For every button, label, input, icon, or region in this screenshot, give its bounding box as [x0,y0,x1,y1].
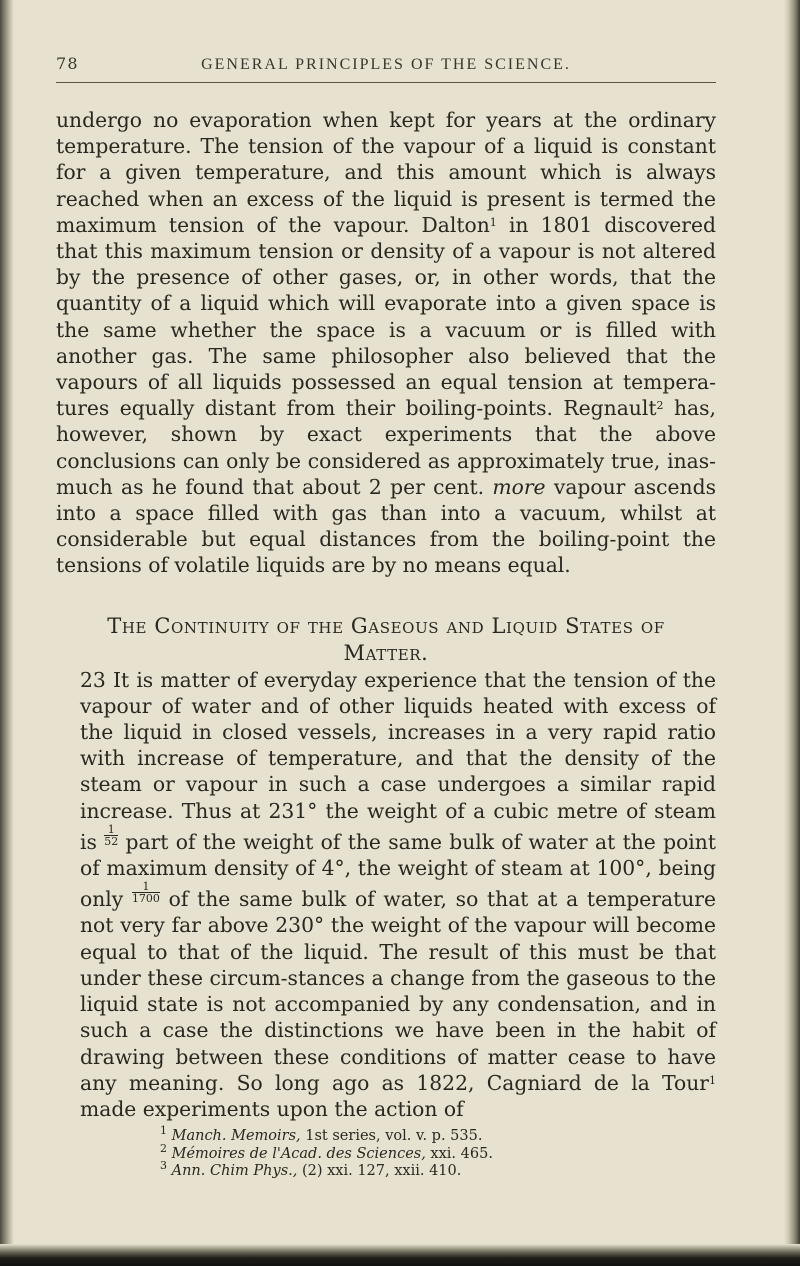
footnote-1-source: Manch. Memoirs, [171,1128,301,1145]
running-title: GENERAL PRINCIPLES OF THE SCIENCE. [201,56,571,73]
footnote-1-mark: 1 [160,1124,167,1138]
fraction-1-denominator: 52 [104,834,119,848]
paragraph-2-text-c: of the same bulk of water, so that at a temperature not very far above 230° the weight of the vapour will become equal to that of the liquid. The result of this must be that under these circum-stances a change from the gaseous to the liquid state is not accompanied by any condensation, and in such a case the distinctions we have been in the habit of drawing between these conditions of matter cease to have any meaning. So long ago as 1822, Cagniard de la Tour [80,887,716,1095]
paragraph-1-text-c: has, however, shown by exact experiments that the above conclusions can only be considered as approximately true, inas-much as he found that about 2 per cent. [56,396,716,499]
footnote-3-detail: (2) xxi. 127, xxii. 410. [297,1163,462,1180]
fraction-1-1700 [132,881,160,904]
paragraph-1-text-d: vapour ascends into a space filled with gas than into a vacuum, whilst at considerable but equal distances from the boiling-point the tensions of volatile liquids are by no means equal. [56,474,716,578]
paragraph-2-text-b: part of the weight of the same bulk of water at the point of maximum density of 4°, the weight of steam at 100°, being only [80,829,717,912]
footnote-2 [160,1141,716,1164]
body-text [56,107,716,1122]
footnote-ref-3: 1 [709,1073,716,1087]
page-number: 78 [56,54,79,73]
fraction-2-numerator: 1 [132,881,160,893]
footnote-3-source: Ann. Chim Phys., [171,1163,298,1180]
paragraph-1 [56,107,716,579]
footnote-ref-1: 1 [489,215,497,229]
footnote-2-source: Mémoires de l'Acad. des Sciences, [171,1145,426,1162]
paragraph-1-text-b: in 1801 discovered that this maximum tension or density of a vapour is not altered by the presence of other gases, or, in other words, that the quantity of a liquid which will evaporate into a given space is the same whether the space is a vacuum or is filled with another gas. The same philosopher also believed that the vapours of all liquids possessed an equal tension at tempera-tures equally distant from their boiling-points. Regnault [56,212,716,421]
fraction-2-denominator: 1700 [131,892,160,906]
footnote-2-detail: xxi. 465. [425,1145,493,1162]
book-page [56,54,716,1181]
section-heading-line-2: Matter. [343,640,429,665]
footnote-2-mark: 2 [160,1141,167,1155]
header-rule [56,82,716,83]
emphasis-more: more [492,474,546,499]
paragraph-2-text-a: 23 It is matter of everyday experience that the tension of the vapour of water and of other liquids heated with excess of the liquid in closed vessels, increases in a very rapid ratio with increase of temperature, and that the density of the steam or vapour in such a case undergoes a similar rapid increase. Thus at 231° the weight of a cubic metre of steam is [80,667,716,854]
section-heading [56,613,716,667]
footnote-3-mark: 3 [160,1159,167,1173]
footnote-1-detail: 1st series, vol. v. p. 535. [300,1128,483,1145]
paragraph-2 [56,667,716,1122]
fraction-1-52 [104,824,118,847]
page-bottom-shadow [0,1244,800,1266]
running-header [56,54,716,80]
page-left-shadow [0,0,14,1266]
footnote-1 [160,1124,716,1146]
footnote-3 [160,1159,716,1181]
section-heading-line-1: The Continuity of the Gaseous and Liquid States of [107,613,665,638]
page-right-shadow [784,0,800,1266]
footnote-ref-2: 2 [656,399,664,413]
fraction-1-numerator: 1 [104,824,118,836]
footnotes [56,1124,716,1181]
paragraph-1-text-a: undergo no evaporation when kept for years at the ordinary temperature. The tension of the vapour of a liquid is constant for a given temperature, and this amount which is always reached when an excess of the liquid is present is termed the maximum tension of the vapour. Dalton [56,108,716,237]
paragraph-2-text-d: made experiments upon the action of [80,1096,464,1121]
